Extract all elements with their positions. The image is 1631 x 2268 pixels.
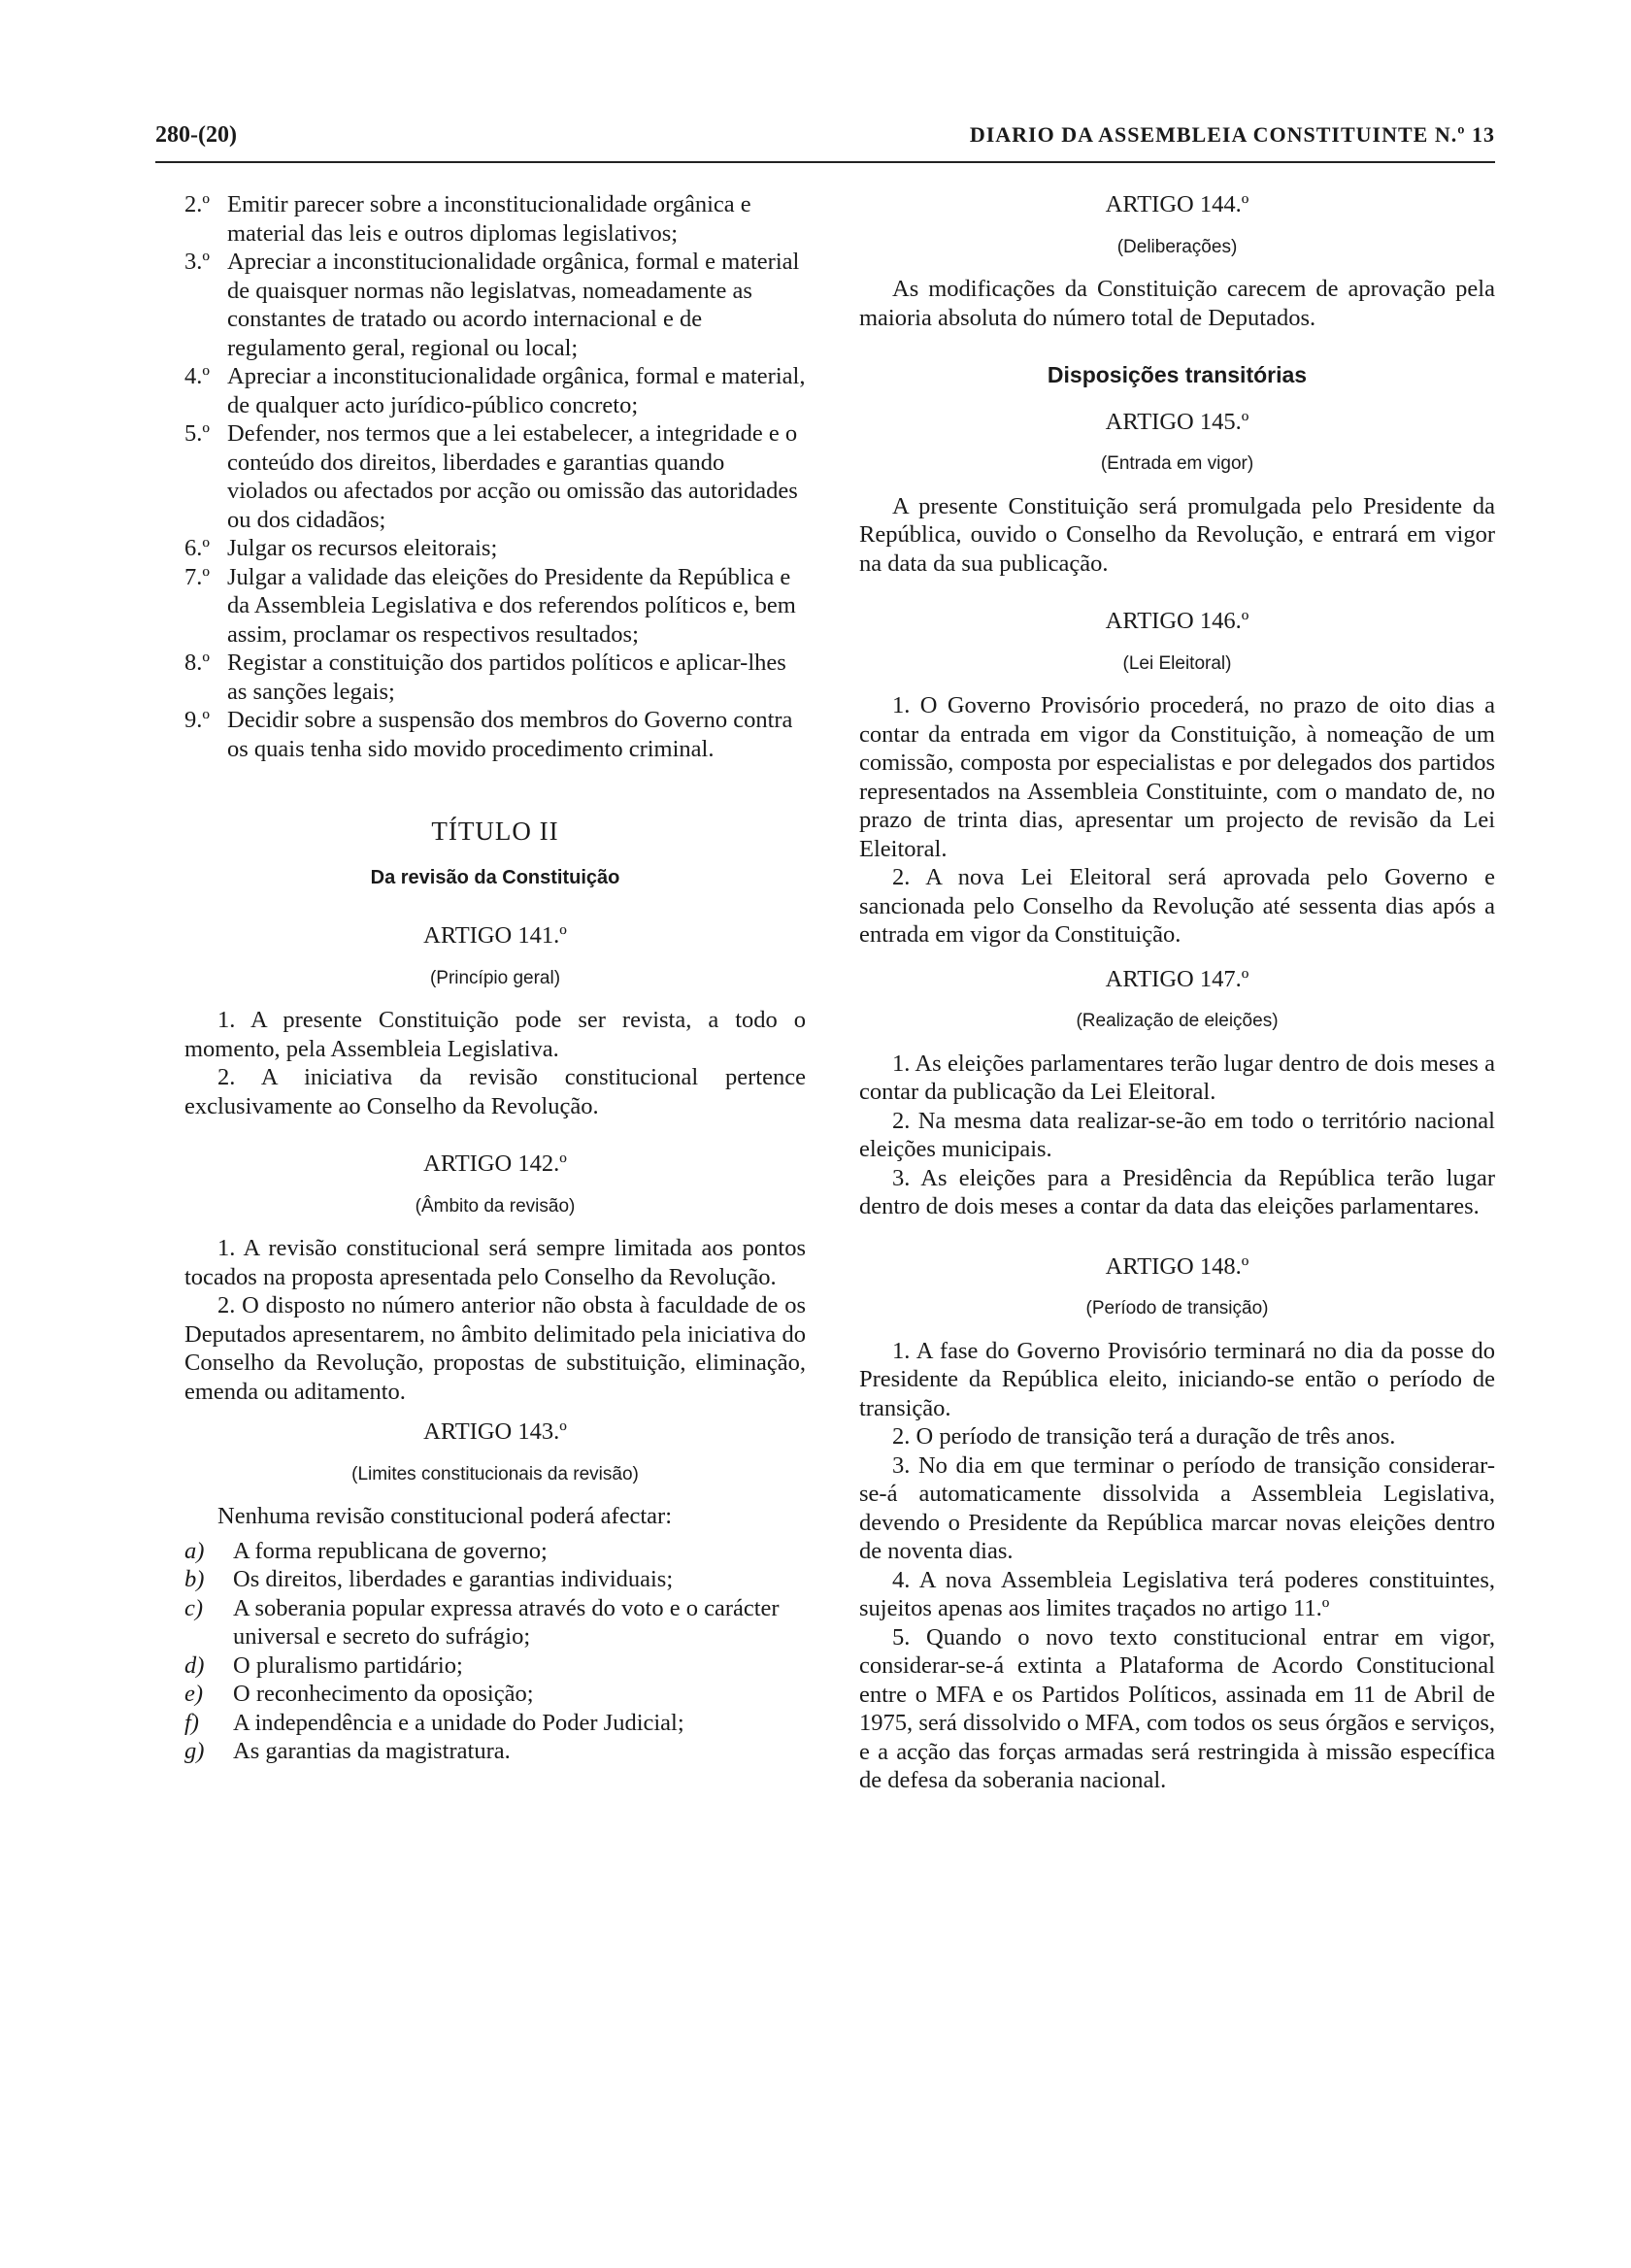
article-heading: ARTIGO 148.º (1105, 1252, 1249, 1280)
item-text: Defender, nos termos que a lei estabelecer, a integridade e o conteúdo dos direitos, liberdades e garantias quando violados ou afectados por acção ou omissão das autoridades ou dos cidadãos; (227, 420, 798, 533)
article-subtitle: (Lei Eleitoral) (1122, 652, 1232, 674)
paragraph: 1. A fase do Governo Provisório terminará no dia da posse do Presidente da República eleito, iniciando-se então o período de transição. (859, 1337, 1495, 1421)
article-heading: ARTIGO 143.º (423, 1418, 567, 1445)
item-text: A independência e a unidade do Poder Judicial; (233, 1709, 684, 1736)
item-number: 9.º (184, 707, 210, 733)
paragraph: 1. A presente Constituição pode ser revista, a todo o momento, pela Assembleia Legislativa. (184, 1007, 806, 1062)
item-number: 8.º (184, 650, 210, 676)
paragraph: 1. O Governo Provisório procederá, no prazo de oito dias a contar da entrada em vigor da Constituição, à nomeação de um comissão, composta por especialistas e por delegados dos partidos representados na Assembleia Constituinte, com o mandato de, no prazo de trinta dias, apresentar um projecto de revisão da Lei Eleitoral. (859, 692, 1495, 862)
list-item (184, 1737, 806, 1766)
item-text: Emitir parecer sobre a inconstitucionalidade orgânica e material das leis e outros diplomas legislativos; (227, 191, 751, 247)
article-heading: ARTIGO 142.º (423, 1151, 567, 1177)
journal-title: DIARIO DA ASSEMBLEIA CONSTITUINTE N.º 13 (969, 122, 1495, 147)
paragraph: Nenhuma revisão constitucional poderá afectar: (217, 1503, 673, 1529)
paragraph: 4. A nova Assembleia Legislativa terá poderes constituintes, sujeitos apenas aos limites traçados no artigo 11.º (859, 1566, 1495, 1621)
article-subtitle: (Limites constitucionais da revisão) (351, 1463, 639, 1484)
item-letter: c) (184, 1594, 204, 1621)
paragraph: 1. A revisão constitucional será sempre limitada aos pontos tocados na proposta apresentada pelo Conselho da Revolução. (184, 1235, 806, 1290)
item-letter: g) (184, 1738, 205, 1764)
title-heading: TÍTULO II (431, 817, 559, 846)
item-number: 3.º (184, 249, 210, 275)
item-text: Decidir sobre a suspensão dos membros do Governo contra os quais tenha sido movido procedimento criminal. (227, 707, 793, 762)
list-item (184, 248, 806, 362)
item-number: 4.º (184, 363, 210, 389)
title-subheading: Da revisão da Constituição (370, 866, 620, 888)
page-number: 280-(20) (155, 122, 237, 148)
list-item (184, 1537, 806, 1566)
item-text: Apreciar a inconstitucionalidade orgânica, formal e material, de qualquer acto jurídico-público concreto; (227, 363, 806, 418)
item-text: O reconhecimento da oposição; (233, 1681, 534, 1707)
item-text: Julgar os recursos eleitorais; (227, 535, 498, 561)
list-item (184, 190, 806, 248)
paragraph: 2. A iniciativa da revisão constitucional pertence exclusivamente ao Conselho da Revolução. (184, 1064, 806, 1119)
item-text: As garantias da magistratura. (233, 1738, 511, 1764)
item-text: Os direitos, liberdades e garantias individuais; (233, 1566, 674, 1592)
item-letter: e) (184, 1681, 204, 1707)
list-item (184, 1651, 806, 1681)
article-heading: ARTIGO 141.º (423, 922, 567, 949)
list-item (184, 563, 806, 650)
item-number: 5.º (184, 420, 210, 447)
list-item (184, 1680, 806, 1709)
article-subtitle: (Entrada em vigor) (1100, 453, 1254, 474)
item-letter: a) (184, 1537, 205, 1564)
item-letter: f) (184, 1709, 199, 1736)
list-item (184, 362, 806, 419)
article-subtitle: (Período de transição) (1085, 1298, 1269, 1318)
left-column (184, 190, 806, 1766)
list-item (184, 649, 806, 706)
article-heading: ARTIGO 144.º (1105, 191, 1249, 217)
right-column (859, 190, 1495, 1795)
item-number: 6.º (184, 535, 210, 561)
item-letter: b) (184, 1566, 205, 1592)
article-heading: ARTIGO 147.º (1105, 965, 1249, 992)
paragraph: 2. A nova Lei Eleitoral será aprovada pelo Governo e sancionada pelo Conselho da Revolução até sessenta dias após a entrada em vigor da Constituição. (859, 864, 1495, 948)
item-text: O pluralismo partidário; (233, 1651, 463, 1679)
paragraph: 1. As eleições parlamentares terão lugar dentro de dois meses a contar da publicação da Lei Eleitoral. (859, 1050, 1495, 1105)
item-text: A soberania popular expressa através do voto e o carácter universal e secreto do sufrágio; (233, 1594, 780, 1650)
paragraph: As modificações da Constituição carecem de aprovação pela maioria absoluta do número total de Deputados. (859, 276, 1495, 331)
article-subtitle: (Deliberações) (1116, 236, 1238, 257)
paragraph: 3. No dia em que terminar o período de transição considerar-se-á automaticamente dissolvida a Assembleia Legislativa, devendo o Presidente da República marcar novas eleições dentro de noventa dias. (859, 1451, 1495, 1564)
paragraph: 5. Quando o novo texto constitucional entrar em vigor, considerar-se-á extinta a Plataforma de Acordo Constitucional entre o MFA e os Partidos Políticos, assinada em 11 de Abril de 1975, será dissolvido o MFA, com todos os seus órgãos e serviços, e a acção das forças armadas será restringida à missão específica de defesa da soberania nacional. (859, 1623, 1495, 1793)
list-item (184, 419, 806, 534)
article-subtitle: (Princípio geral) (429, 967, 561, 988)
item-text: Apreciar a inconstitucionalidade orgânica, formal e material de quaisquer normas não legislatvas, nomeadamente as constantes de tratado ou acordo internacional e de regulamento geral, regional ou local; (227, 249, 800, 361)
paragraph: 2. O disposto no número anterior não obsta à faculdade de os Deputados apresentarem, no âmbito delimitado pela iniciativa do Conselho da Revolução, propostas de substituição, eliminação, emenda ou aditamento. (184, 1292, 806, 1405)
list-item (184, 534, 806, 563)
paragraph: A presente Constituição será promulgada pelo Presidente da República, ouvido o Conselho da Revolução, e entrará em vigor na data da sua publicação. (859, 492, 1495, 577)
paragraph: 2. Na mesma data realizar-se-ão em todo o território nacional eleições municipais. (859, 1107, 1495, 1162)
paragraph: 2. O período de transição terá a duração de três anos. (892, 1423, 1396, 1450)
article-subtitle: (Realização de eleições) (1076, 1011, 1279, 1031)
item-number: 7.º (184, 563, 210, 590)
item-text: Registar a constituição dos partidos políticos e aplicar-lhes as sanções legais; (227, 650, 786, 705)
section-heading: Disposições transitórias (1047, 362, 1308, 387)
article-heading: ARTIGO 145.º (1105, 408, 1249, 435)
item-text: A forma republicana de governo; (233, 1537, 548, 1564)
item-number: 2.º (184, 191, 210, 217)
article-subtitle: (Âmbito da revisão) (415, 1195, 576, 1217)
list-item (184, 706, 806, 763)
item-letter: d) (184, 1651, 205, 1679)
item-text: Julgar a validade das eleições do Presidente da República e da Assembleia Legislativa e dos referendos políticos e, bem assim, proclamar os respectivos resultados; (227, 563, 796, 648)
article-heading: ARTIGO 146.º (1105, 608, 1249, 634)
list-item (184, 1709, 806, 1738)
list-item (184, 1594, 806, 1651)
paragraph: 3. As eleições para a Presidência da República terão lugar dentro de dois meses a contar da data das eleições parlamentares. (859, 1164, 1495, 1219)
page-header (155, 118, 1495, 163)
list-item (184, 1565, 806, 1594)
